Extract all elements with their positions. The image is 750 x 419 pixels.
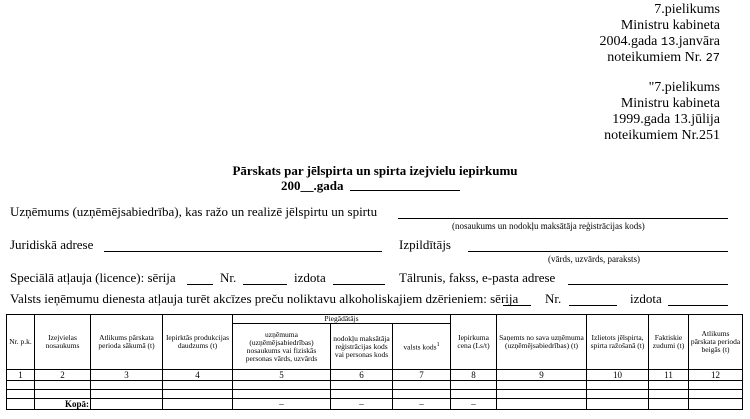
- header-price: Iepirkuma cena (Ls/t): [451, 315, 497, 370]
- original-line4: noteikumiem Nr.251: [604, 128, 720, 143]
- header-supplier-name: uzņēmuma (uzņēmējsabiedrības) nosaukums vai fiziskās personas vārds, uzvārds: [233, 324, 331, 370]
- header-purchased-qty: Iepirktās produkcijas daudzums (t): [163, 315, 233, 370]
- license-issued-label: izdota: [294, 270, 326, 285]
- header-material: Izejvielas nosaukums: [35, 315, 91, 370]
- header-start-balance: Atlikums pārskata perioda sākumā (t): [91, 315, 163, 370]
- total-dash: –: [393, 399, 451, 410]
- header-losses: Faktiskie zudumi (t): [649, 315, 689, 370]
- sts-issued-label: izdota: [630, 291, 662, 306]
- total-dash: –: [331, 399, 393, 410]
- original-header: [604, 80, 720, 144]
- col-number: 9: [497, 370, 587, 381]
- table-row[interactable]: [7, 390, 743, 399]
- phone-label: Tālrunis, fakss, e-pasta adrese: [399, 270, 556, 285]
- amendment-day: 13: [660, 35, 676, 49]
- amendment-line3: 2004.gada 13.janvāra: [599, 34, 720, 49]
- license-nr-line[interactable]: [243, 284, 287, 285]
- col-number: 3: [91, 370, 163, 381]
- total-label: Kopā:: [35, 399, 91, 410]
- amendment-line2: Ministru kabineta: [620, 18, 720, 33]
- total-row: [7, 399, 743, 410]
- table-row[interactable]: [7, 381, 743, 390]
- header-used: Izlietots jēlspirta, spirta ražošanā (t): [587, 315, 649, 370]
- header-supplier-group: Piegādātājs: [233, 315, 451, 324]
- original-line2: Ministru kabineta: [620, 96, 720, 111]
- executor-hint: (vārds, uzvārds, paraksts): [548, 254, 640, 264]
- amendment-number: 27: [705, 51, 720, 65]
- sts-nr-line[interactable]: [569, 305, 617, 306]
- col-number: 11: [649, 370, 689, 381]
- sts-series-line[interactable]: [503, 305, 531, 306]
- report-year: 200__.gada: [281, 178, 344, 193]
- legal-address-label: Juridiskā adrese: [10, 237, 94, 252]
- license-issued-line[interactable]: [333, 284, 385, 285]
- col-number: 5: [233, 370, 331, 381]
- purchase-table: [6, 314, 743, 410]
- header-nr: Nr. p.k.: [7, 315, 35, 370]
- col-number: 6: [331, 370, 393, 381]
- col-number: 2: [35, 370, 91, 381]
- license-label: Speciālā atļauja (licence): sērija: [10, 270, 176, 285]
- col-number: 7: [393, 370, 451, 381]
- phone-input-line[interactable]: [568, 284, 728, 285]
- company-input-line[interactable]: [398, 218, 728, 219]
- total-dash: –: [233, 399, 331, 410]
- total-dash: –: [451, 399, 497, 410]
- company-hint: (nosaukums un nodokļu maksātāja reģistrācijas kods): [452, 221, 645, 231]
- sts-label: Valsts ieņēmumu dienesta atļauja turēt akcīzes preču noliktavu alkoholiskajiem dzērieniem: sērija: [10, 291, 519, 306]
- col-number: 1: [7, 370, 35, 381]
- header-end-balance: Atlikums pārskata perioda beigās (t): [689, 315, 743, 370]
- original-line1: "7.pielikums: [648, 80, 720, 95]
- report-title: Pārskats par jēlspirta un spirta izejvielu iepirkumu: [232, 163, 518, 178]
- amendment-header: [599, 2, 720, 66]
- license-series-line[interactable]: [187, 284, 213, 285]
- header-supplier-code: nodokļu maksātāja reģistrācijas kods vai personas kods: [331, 324, 393, 370]
- col-number: 8: [451, 370, 497, 381]
- original-line3: 1999.gada 13.jūlija: [612, 112, 720, 127]
- col-number: 10: [587, 370, 649, 381]
- col-number: 4: [163, 370, 233, 381]
- header-own-company: Saņemts no sava uzņēmuma (uzņēmējsabiedrības) (t): [497, 315, 587, 370]
- year-underline: [350, 190, 460, 191]
- amendment-line1: 7.pielikums: [654, 2, 720, 17]
- executor-input-line[interactable]: [468, 251, 728, 252]
- amendment-line4: noteikumiem Nr. 27: [607, 50, 720, 65]
- sts-issued-line[interactable]: [668, 305, 728, 306]
- legal-address-input-line[interactable]: [104, 251, 382, 252]
- executor-label: Izpildītājs: [399, 237, 451, 252]
- header-country-code: valsts kods$^1$: [393, 324, 451, 370]
- column-numbers-row: [7, 370, 743, 381]
- company-label: Uzņēmums (uzņēmējsabiedrība), kas ražo un realizē jēlspirtu un spirtu: [10, 204, 378, 219]
- license-nr-label: Nr.: [220, 270, 237, 285]
- col-number: 12: [689, 370, 743, 381]
- sts-nr-label: Nr.: [545, 291, 562, 306]
